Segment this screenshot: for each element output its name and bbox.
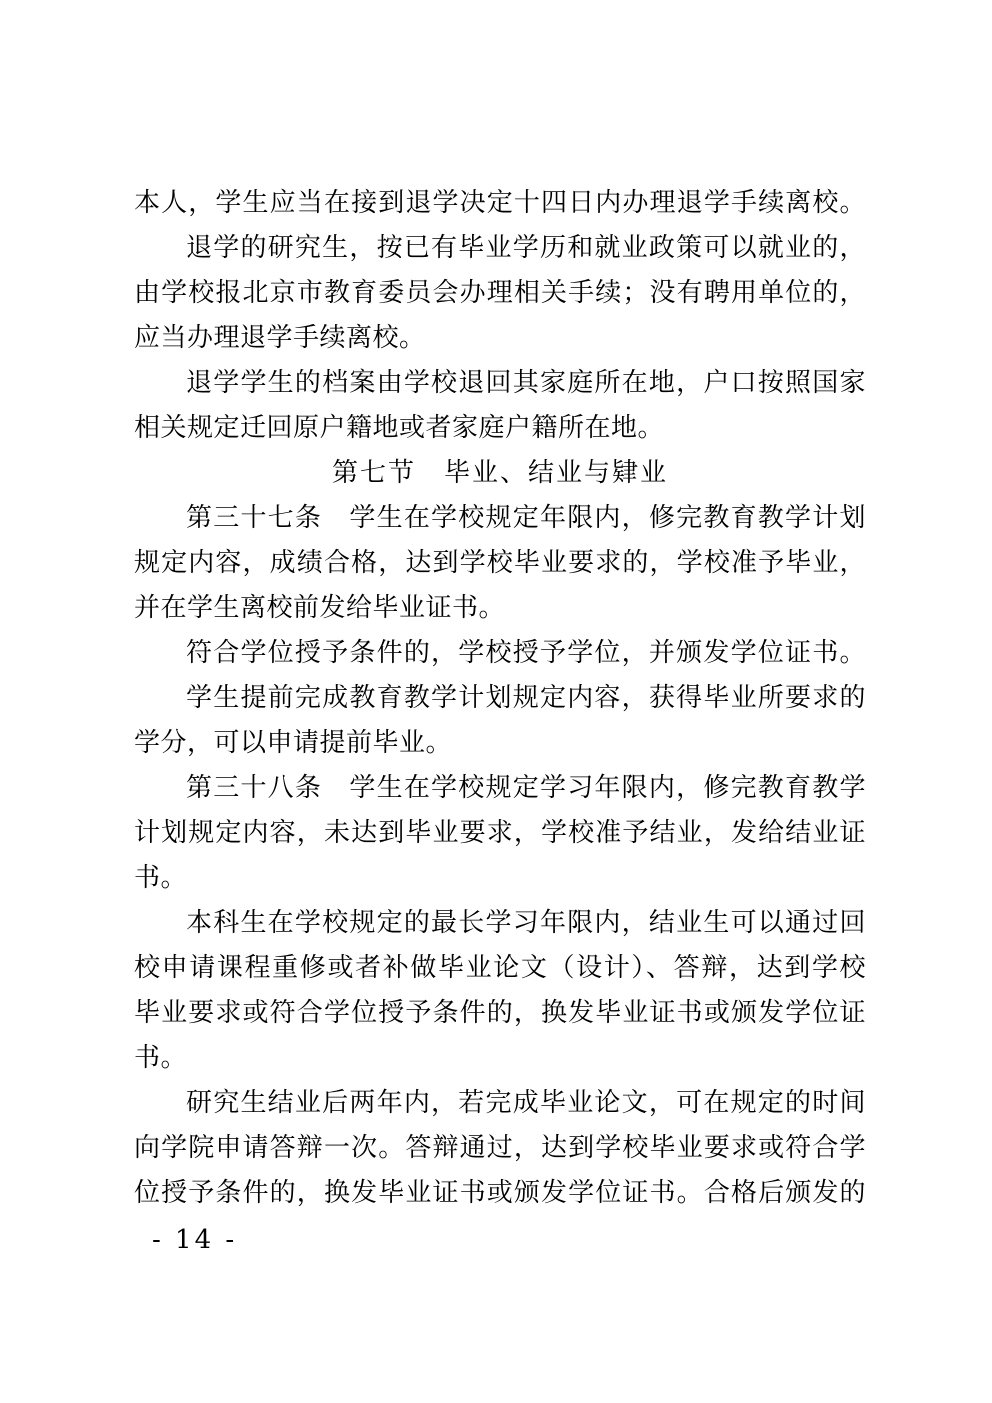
text-line: 退学学生的档案由学校退回其家庭所在地，户口按照国家	[186, 368, 866, 398]
text-line: 书。	[134, 1043, 188, 1073]
text-line: 学生提前完成教育教学计划规定内容，获得毕业所要求的	[186, 683, 866, 713]
text-line: 由学校报北京市教育委员会办理相关手续；没有聘用单位的，	[134, 278, 866, 308]
text-line: 第三十七条 学生在学校规定年限内，修完教育教学计划	[186, 503, 866, 533]
text-line: 符合学位授予条件的，学校授予学位，并颁发学位证书。	[186, 638, 866, 668]
text-line: 本人，学生应当在接到退学决定十四日内办理退学手续离校。	[134, 188, 866, 218]
text-line: 第三十八条 学生在学校规定学习年限内，修完教育教学	[186, 773, 866, 803]
text-line: 退学的研究生，按已有毕业学历和就业政策可以就业的，	[186, 233, 866, 263]
text-line: 计划规定内容，未达到毕业要求，学校准予结业，发给结业证	[134, 818, 866, 848]
text-line: 本科生在学校规定的最长学习年限内，结业生可以通过回	[186, 908, 866, 938]
section-heading: 第七节 毕业、结业与肄业	[331, 458, 668, 488]
page-number: - 14 -	[152, 1225, 238, 1255]
text-line: 应当办理退学手续离校。	[134, 323, 426, 353]
text-line: 毕业要求或符合学位授予条件的，换发毕业证书或颁发学位证	[134, 998, 866, 1028]
text-line: 规定内容，成绩合格，达到学校毕业要求的，学校准予毕业，	[134, 548, 866, 578]
text-line: 并在学生离校前发给毕业证书。	[134, 593, 506, 623]
text-line: 相关规定迁回原户籍地或者家庭户籍所在地。	[134, 413, 665, 443]
text-line: 向学院申请答辩一次。答辩通过，达到学校毕业要求或符合学	[134, 1133, 866, 1163]
document-body	[134, 181, 866, 1216]
text-line: 学分，可以申请提前毕业。	[134, 728, 453, 758]
text-line: 研究生结业后两年内，若完成毕业论文，可在规定的时间	[186, 1088, 866, 1118]
text-line: 位授予条件的，换发毕业证书或颁发学位证书。合格后颁发的	[134, 1178, 866, 1208]
text-line: 校申请课程重修或者补做毕业论文（设计）、答辩，达到学校	[134, 953, 866, 983]
text-line: 书。	[134, 863, 188, 893]
